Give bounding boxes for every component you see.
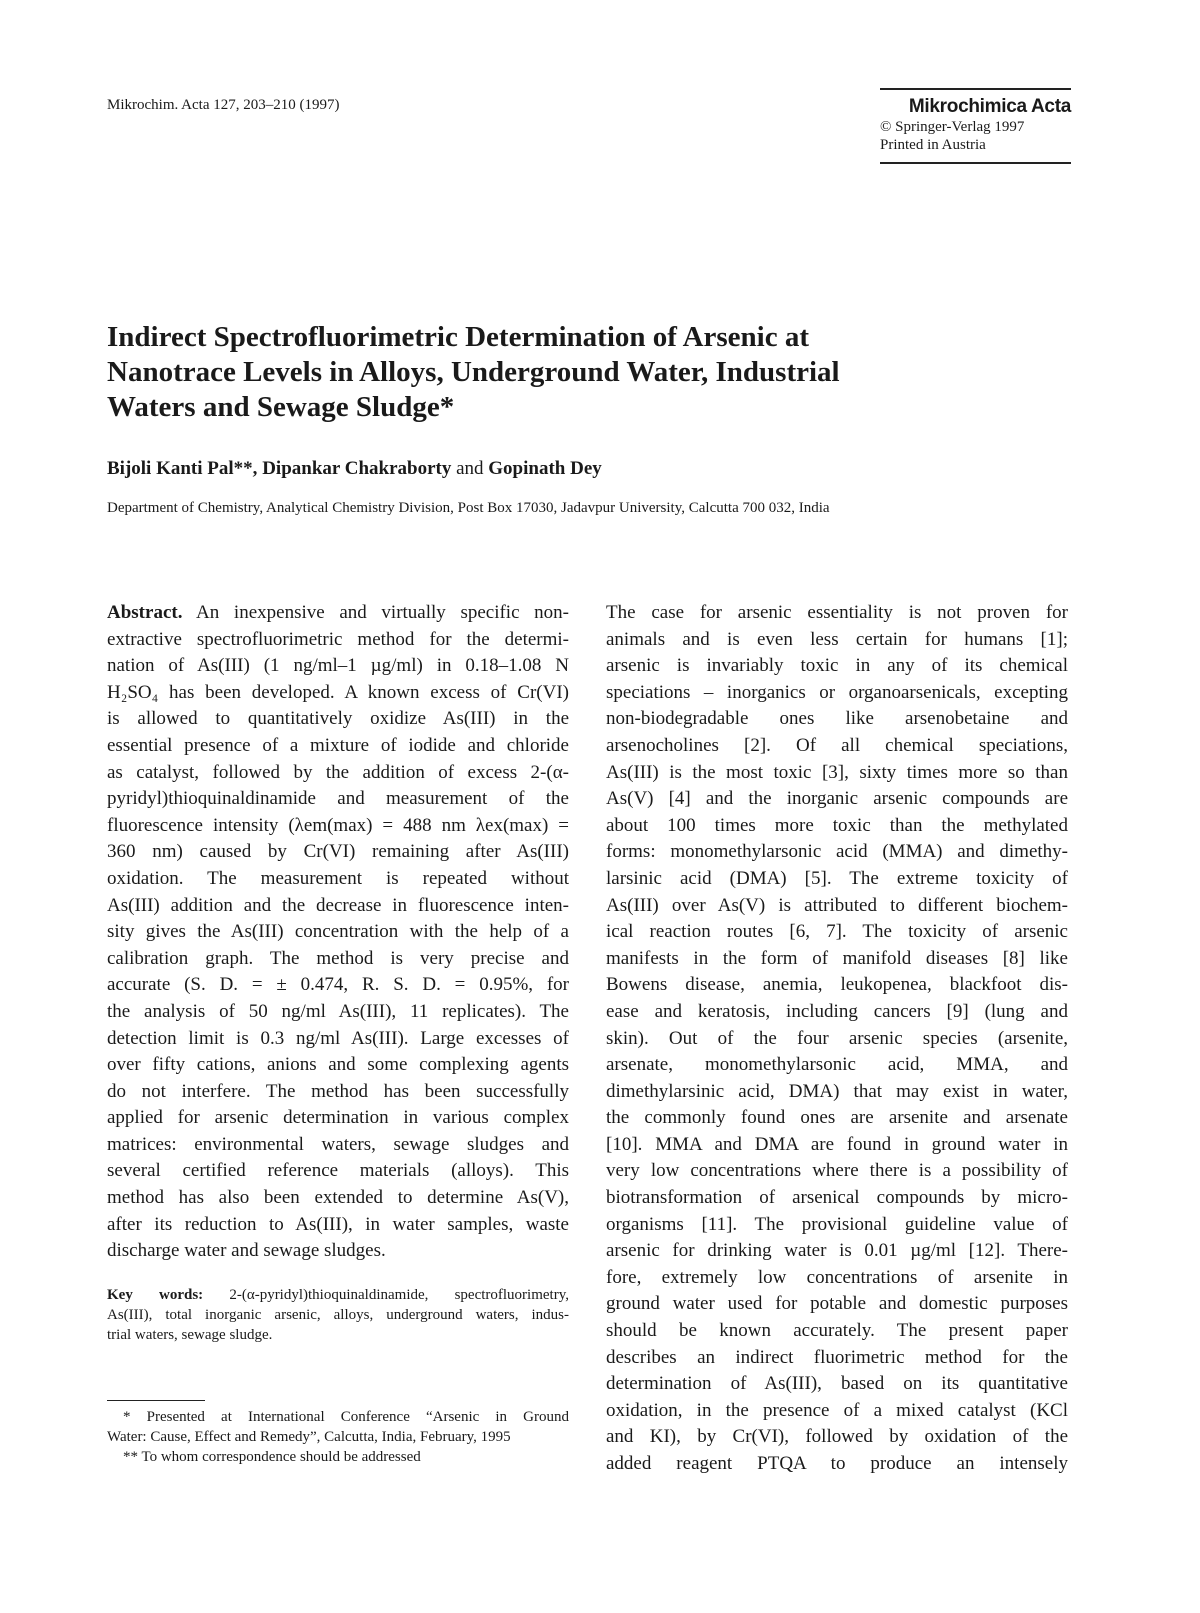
abstract-line: fluorescence intensity (λem(max) = 488 nm λex(max) = (107, 814, 569, 836)
body-line: manifests in the form of manifold diseases [8] like (606, 947, 1068, 969)
body-line: fore, extremely low concentrations of arsenite in (606, 1266, 1068, 1288)
title-line: Indirect Spectrofluorimetric Determination of Arsenic at (107, 321, 810, 353)
footnote: ** To whom correspondence should be addressed (123, 1449, 421, 1465)
footnote: * Presented at International Conference “Arsenic in Ground (123, 1409, 569, 1425)
abstract-label: Abstract. (107, 602, 183, 623)
body-line: describes an indirect fluorimetric method for the (606, 1346, 1068, 1368)
footnote-rule (107, 1400, 205, 1401)
abstract-line: do not interfere. The method has been successfully (107, 1080, 569, 1102)
abstract (107, 600, 569, 1265)
abstract-line: H₂SO₄ has been developed. A known excess of Cr(VI) (107, 681, 569, 703)
copyright: © Springer-Verlag 1997 (880, 119, 1025, 135)
abstract-line: oxidation. The measurement is repeated without (107, 867, 569, 889)
keywords-label: Key words: (107, 1287, 204, 1303)
abstract-line: matrices: environmental waters, sewage sludges and (107, 1133, 569, 1155)
body-line: skin). Out of the four arsenic species (arsenite, (606, 1027, 1068, 1049)
abstract-line: As(III) addition and the decrease in fluorescence inten- (107, 894, 569, 916)
abstract-line: nation of As(III) (1 ng/ml–1 µg/ml) in 0.18–1.08 N (107, 655, 569, 677)
body-line: As(III) over As(V) is attributed to different biochem- (606, 894, 1068, 916)
body-line: oxidation, in the presence of a mixed catalyst (KCl (606, 1399, 1068, 1421)
printed-in: Printed in Austria (880, 137, 986, 153)
keywords-text: 2-(α-pyridyl)thioquinaldinamide, spectrofluorimetry, (203, 1287, 569, 1303)
abstract-line: over fifty cations, anions and some complexing agents (107, 1054, 569, 1076)
body-line: arsenate, monomethylarsonic acid, MMA, and (606, 1054, 1068, 1076)
abstract-line: detection limit is 0.3 ng/ml As(III). Large excesses of (107, 1027, 569, 1049)
body-line: very low concentrations where there is a possibility of (606, 1160, 1068, 1182)
running-head: Mikrochim. Acta 127, 203–210 (1997) (107, 97, 340, 113)
abstract-line: several certified reference materials (alloys). This (107, 1160, 569, 1182)
body-line: ground water used for potable and domestic purposes (606, 1293, 1068, 1315)
abstract-line: sity gives the As(III) concentration with the help of a (107, 921, 569, 943)
abstract-line: essential presence of a mixture of iodide and chloride (107, 734, 569, 756)
abstract-line: after its reduction to As(III), in water samples, waste (107, 1213, 569, 1235)
abstract-line: accurate (S. D. = ± 0.474, R. S. D. = 0.95%, for (107, 974, 569, 996)
body-line: The case for arsenic essentiality is not proven for (606, 602, 1068, 623)
body-column (606, 600, 1068, 1478)
keywords-line: As(III), total inorganic arsenic, alloys, underground waters, indus- (107, 1307, 569, 1323)
body-line: larsinic acid (DMA) [5]. The extreme toxicity of (606, 867, 1068, 889)
body-line: forms: monomethylarsonic acid (MMA) and dimethy- (606, 841, 1068, 863)
body-line: As(V) [4] and the inorganic arsenic compounds are (606, 788, 1068, 810)
body-line: about 100 times more toxic than the methylated (606, 814, 1068, 836)
keywords (107, 1285, 569, 1345)
body-line: non-biodegradable ones like arsenobetaine and (606, 708, 1068, 730)
body-line: biotransformation of arsenical compounds by micro- (606, 1187, 1068, 1209)
body-line: organisms [11]. The provisional guideline value of (606, 1213, 1068, 1235)
abstract-line: extractive spectrofluorimetric method for the determi- (107, 628, 569, 650)
body-line: As(III) is the most toxic [3], sixty times more so than (606, 761, 1068, 783)
abstract-line: calibration graph. The method is very precise and (107, 947, 569, 969)
author: Bijoli Kanti Pal**, (107, 458, 258, 479)
abstract-line: 360 nm) caused by Cr(VI) remaining after As(III) (107, 841, 569, 863)
authors (107, 458, 602, 480)
abstract-line: as catalyst, followed by the addition of excess 2-(α- (107, 761, 569, 783)
body-line: arsenic is invariably toxic in any of its chemical (606, 655, 1068, 677)
body-line: speciations – inorganics or organoarsenicals, excepting (606, 681, 1068, 703)
abstract-line (107, 600, 569, 627)
body-line: [10]. MMA and DMA are found in ground water in (606, 1133, 1068, 1155)
title-line: Nanotrace Levels in Alloys, Underground Water, Industrial (107, 356, 840, 388)
paper-title (107, 320, 907, 425)
body-line: and KI), by Cr(VI), followed by oxidation of the (606, 1426, 1068, 1448)
body-line: arsenic for drinking water is 0.01 µg/ml [12]. There- (606, 1240, 1068, 1262)
affiliation: Department of Chemistry, Analytical Chemistry Division, Post Box 17030, Jadavpur University, Calcutta 700 032, India (107, 500, 830, 516)
body-line: animals and is even less certain for humans [1]; (606, 628, 1068, 650)
body-line: ease and keratosis, including cancers [9] (lung and (606, 1000, 1068, 1022)
body-line: determination of As(III), based on its quantitative (606, 1373, 1068, 1395)
journal-brand (880, 88, 1071, 164)
body-line: Bowens disease, anemia, leukopenea, blackfoot dis- (606, 974, 1068, 996)
body-line: should be known accurately. The present paper (606, 1320, 1068, 1342)
abstract-line: the analysis of 50 ng/ml As(III), 11 replicates). The (107, 1000, 569, 1022)
body-line: ical reaction routes [6, 7]. The toxicity of arsenic (606, 921, 1068, 943)
abstract-line: method has also been extended to determine As(V), (107, 1187, 569, 1209)
abstract-text: An inexpensive and virtually specific non- (182, 602, 569, 623)
journal-name: Mikrochimica Acta (908, 96, 1071, 117)
abstract-line: pyridyl)thioquinaldinamide and measurement of the (107, 788, 569, 810)
keywords-line (107, 1285, 569, 1305)
author-conjunction: and (456, 458, 484, 479)
abstract-line: discharge water and sewage sludges. (107, 1240, 386, 1262)
footnotes (107, 1407, 569, 1467)
body-line: the commonly found ones are arsenite and arsenate (606, 1107, 1068, 1129)
body-line: arsenocholines [2]. Of all chemical speciations, (606, 734, 1068, 756)
abstract-line: is allowed to quantitatively oxidize As(III) in the (107, 708, 569, 730)
author: Dipankar Chakraborty (262, 458, 452, 479)
body-line: added reagent PTQA to produce an intensely (606, 1453, 1068, 1474)
title-line: Waters and Sewage Sludge* (107, 391, 455, 423)
abstract-line: applied for arsenic determination in various complex (107, 1107, 569, 1129)
footnote: Water: Cause, Effect and Remedy”, Calcutta, India, February, 1995 (107, 1429, 511, 1445)
author: Gopinath Dey (488, 458, 602, 479)
body-line: dimethylarsinic acid, DMA) that may exist in water, (606, 1080, 1068, 1102)
keywords-line: trial waters, sewage sludge. (107, 1327, 273, 1343)
